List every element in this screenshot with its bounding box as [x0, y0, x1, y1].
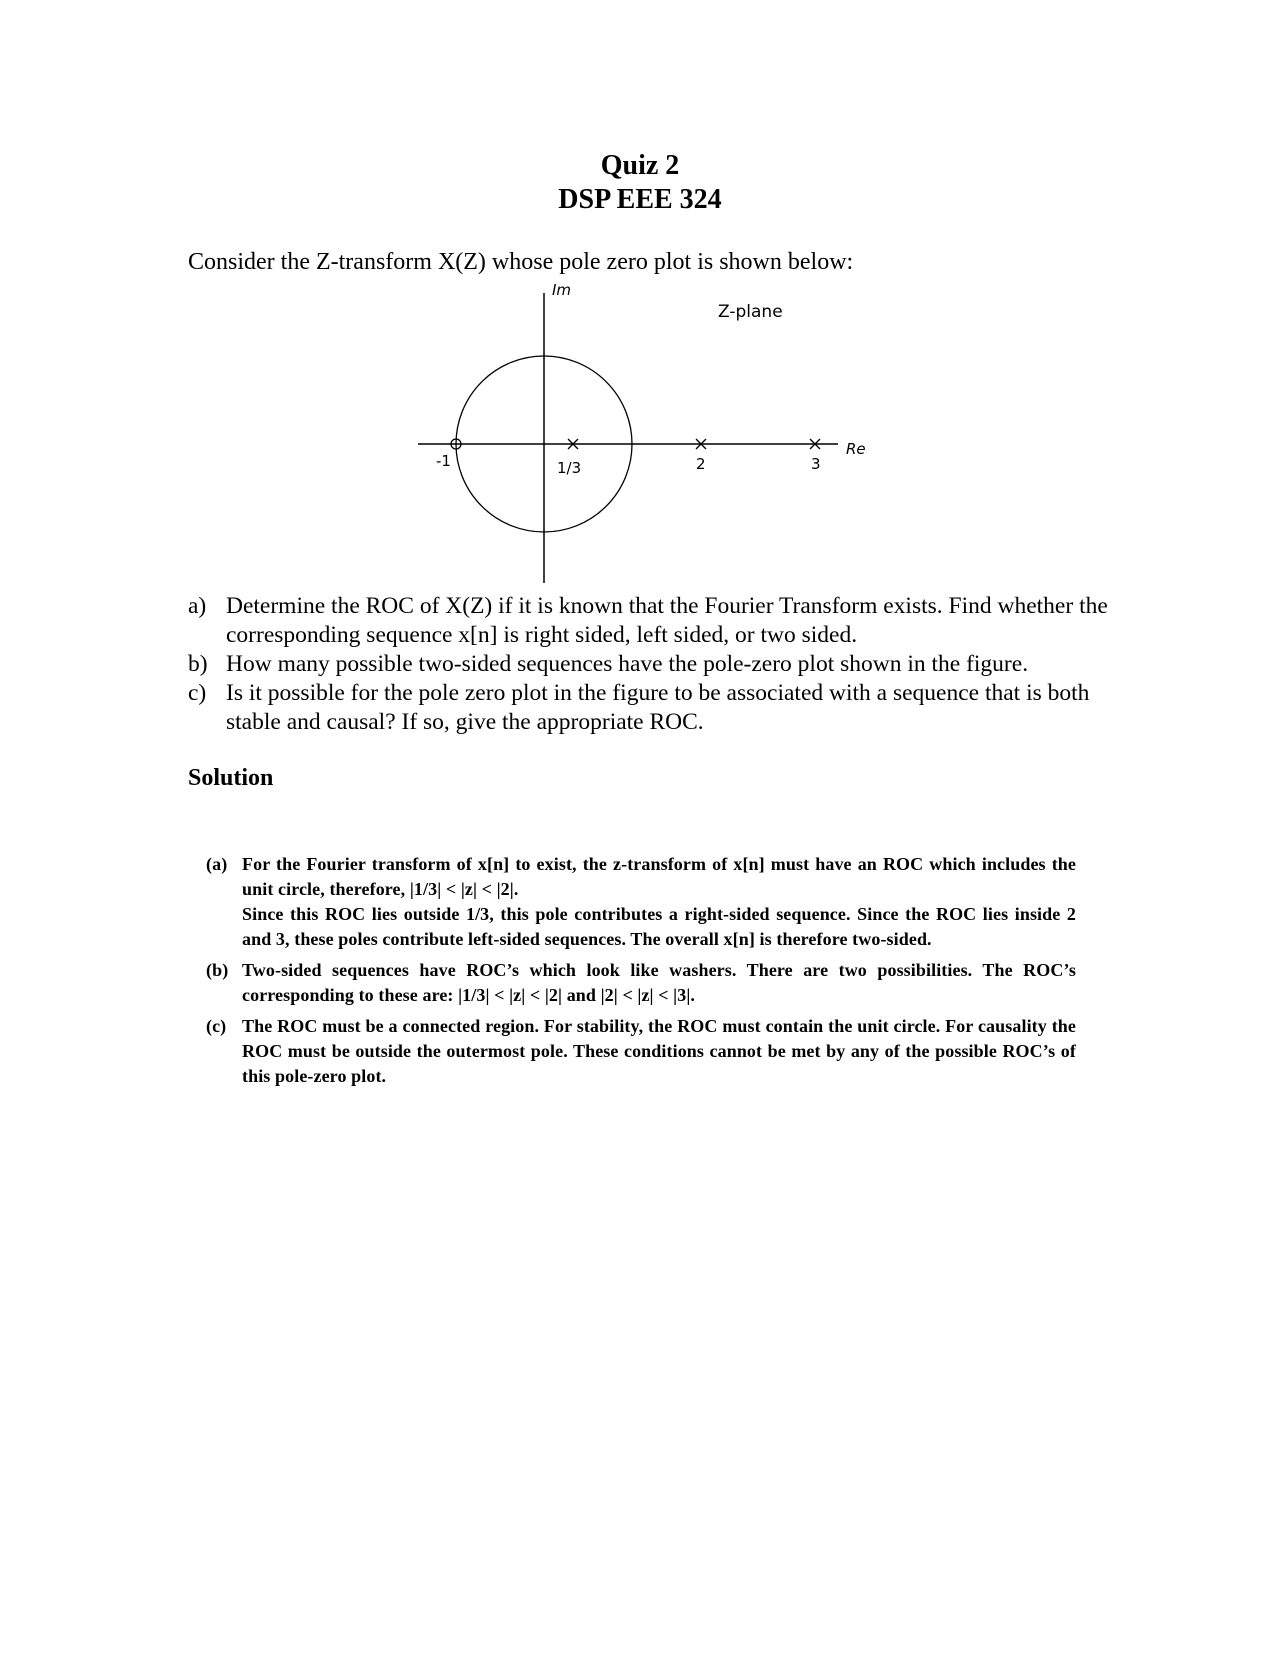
solution-list: [206, 852, 1076, 1095]
solution-body: [242, 1014, 1076, 1089]
solution-item: [206, 958, 1076, 1008]
question-letter: b): [188, 651, 208, 677]
question-item: [188, 592, 1108, 650]
question-item: [188, 679, 1108, 737]
solution-body: [242, 958, 1076, 1008]
pole-zero-plot: [400, 283, 880, 583]
solution-paragraph: Since this ROC lies outside 1/3, this pole contributes a right-sided sequence. Since the ROC lies inside 2 and 3, these poles contribute left-sided sequences. The overall x[n] is therefore two-sided.: [242, 904, 1076, 949]
question-letter: c): [188, 680, 207, 706]
tick-label-three: 3: [811, 455, 821, 473]
course-title: DSP EEE 324: [558, 184, 722, 215]
solution-body: [242, 852, 1076, 952]
solution-heading: Solution: [188, 765, 274, 791]
solution-paragraph: For the Fourier transform of x[n] to exist, the z-transform of x[n] must have an ROC which includes the unit circle, therefore, |1/3| < |z| < |2|.: [242, 854, 1076, 899]
solution-paragraph: The ROC must be a connected region. For stability, the ROC must contain the unit circle. For causality the ROC must be outside the outermost pole. These conditions cannot be met by any of the possible ROC’s of this pole-zero plot.: [242, 1016, 1076, 1086]
solution-item: [206, 1014, 1076, 1089]
z-plane-label: Z-plane: [718, 302, 783, 322]
im-axis-label: Im: [552, 283, 572, 299]
solution-item: [206, 852, 1076, 952]
tick-label-neg-one: -1: [436, 452, 451, 470]
solution-letter: (b): [206, 960, 229, 980]
question-text: How many possible two-sided sequences have the pole-zero plot shown in the figure.: [226, 651, 1029, 677]
tick-label-one-third: 1/3: [557, 459, 582, 477]
question-item: [188, 650, 1108, 679]
tick-label-two: 2: [696, 455, 706, 473]
quiz-title: Quiz 2: [600, 150, 680, 181]
solution-letter: (c): [206, 1016, 227, 1036]
solution-letter: (a): [206, 854, 228, 874]
question-text: Is it possible for the pole zero plot in the figure to be associated with a sequence that is both stable and causal? If so, give the appropriate ROC.: [226, 680, 1090, 735]
question-letter: a): [188, 593, 207, 619]
intro-text: Consider the Z-transform X(Z) whose pole zero plot is shown below:: [188, 249, 854, 275]
question-list: [188, 592, 1108, 737]
re-axis-label: Re: [846, 440, 866, 458]
question-text: Determine the ROC of X(Z) if it is known that the Fourier Transform exists. Find whether the corresponding sequence x[n] is right sided, left sided, or two sided.: [226, 593, 1108, 648]
solution-paragraph: Two-sided sequences have ROC’s which look like washers. There are two possibilities. The ROC’s corresponding to these are: |1/3| < |z| < |2| and |2| < |z| < |3|.: [242, 960, 1076, 1005]
